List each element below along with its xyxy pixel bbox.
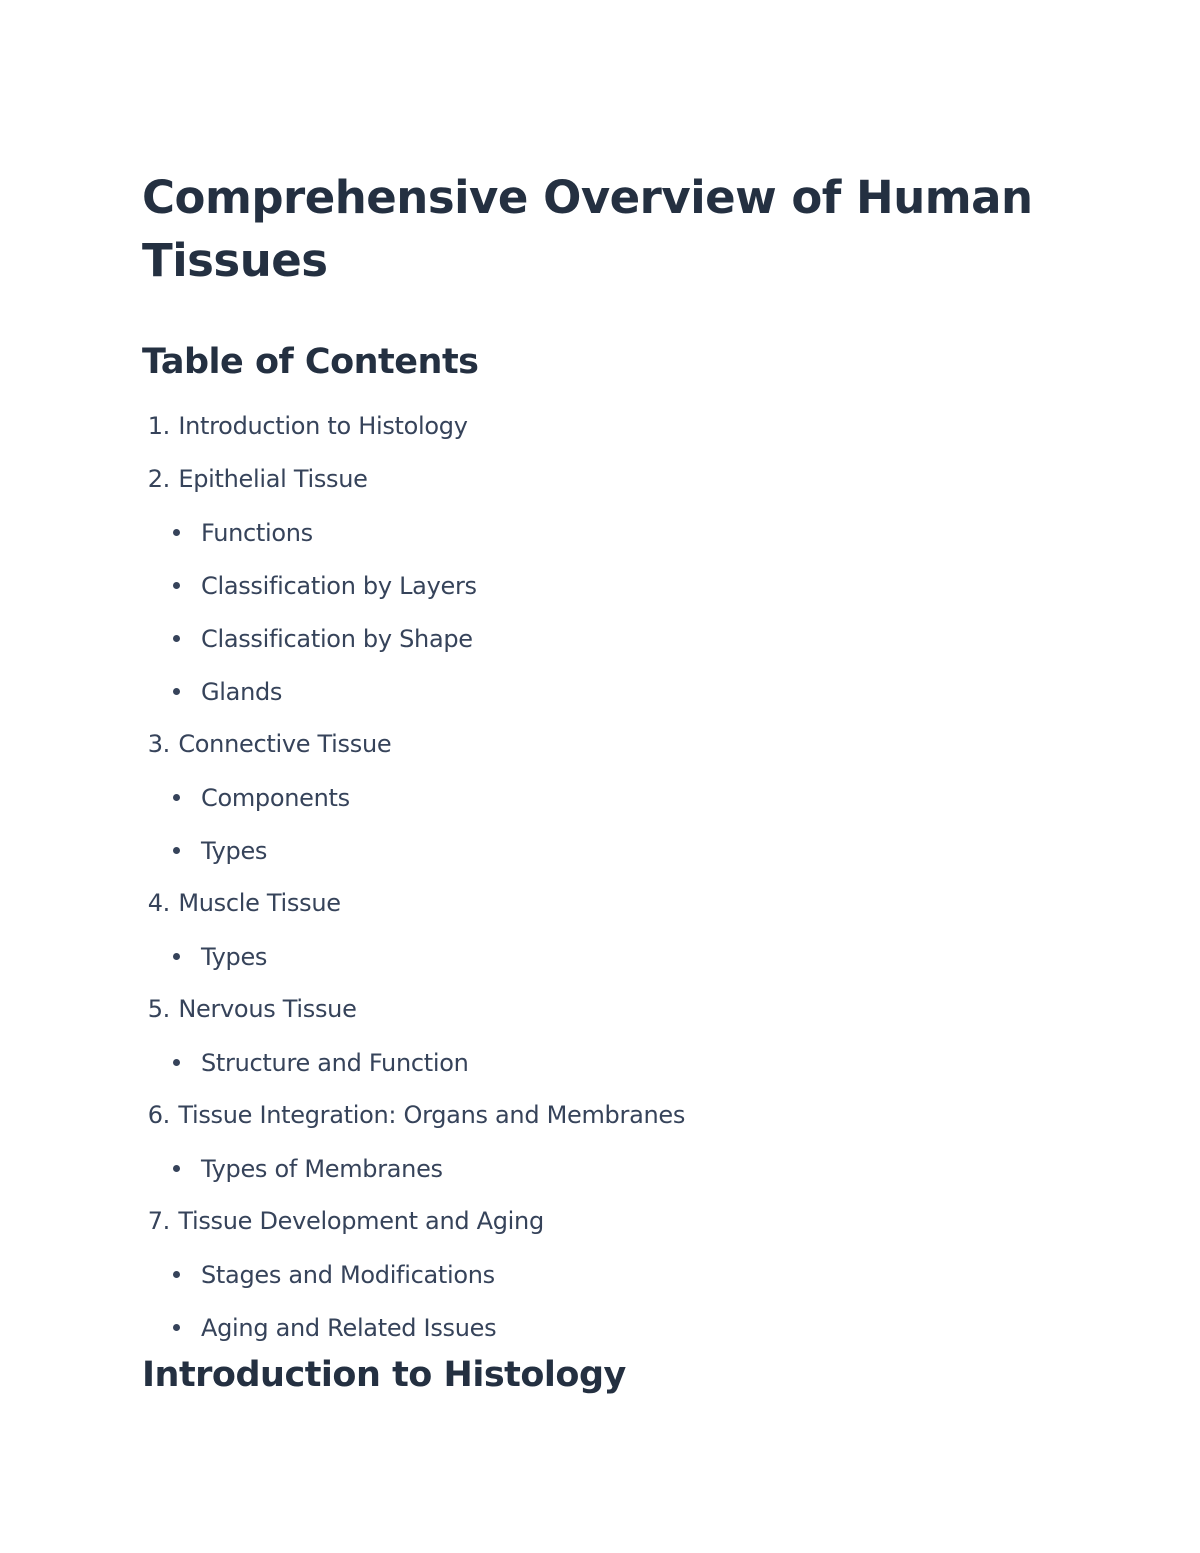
bullet-icon [173,582,180,589]
toc-entry-number: 5. [147,995,170,1023]
toc-subitem-link[interactable]: Structure and Function [201,1048,469,1077]
toc-subitem [142,1301,1062,1354]
toc-sublist [142,930,1062,983]
toc-subitem-link[interactable]: Glands [201,677,283,706]
bullet-icon [173,1324,180,1331]
bullet-icon [173,1165,180,1172]
toc-subitem-link[interactable]: Types of Membranes [201,1154,443,1183]
toc-entry-number: 1. [147,412,170,440]
toc-subitem [142,824,1062,877]
toc-sublist [142,1036,1062,1089]
bullet-icon [173,794,180,801]
toc-entry-link[interactable]: Nervous Tissue [178,995,357,1023]
toc-item [142,889,1062,983]
toc-heading: Table of Contents [142,342,479,382]
table-of-contents [142,412,1062,1354]
toc-subitem-link[interactable]: Aging and Related Issues [201,1313,497,1342]
toc-sublist [142,1142,1062,1195]
toc-entry-link[interactable]: Introduction to Histology [178,412,468,440]
bullet-icon [173,953,180,960]
toc-entry-number: 3. [147,730,170,758]
toc-sublist [142,1248,1062,1354]
toc-sublist [142,771,1062,877]
toc-subitem [142,1248,1062,1301]
toc-subitem [142,506,1062,559]
toc-entry-link[interactable]: Muscle Tissue [178,889,341,917]
toc-subitem [142,1142,1062,1195]
toc-entry-row [142,412,1062,465]
toc-entry-link[interactable]: Connective Tissue [178,730,392,758]
toc-item [142,465,1062,718]
toc-item [142,730,1062,877]
toc-entry-number: 4. [147,889,170,917]
bullet-icon [173,847,180,854]
toc-subitem [142,771,1062,824]
toc-entry-link[interactable]: Epithelial Tissue [178,465,368,493]
toc-subitem [142,665,1062,718]
toc-subitem-link[interactable]: Stages and Modifications [201,1260,495,1289]
toc-entry-number: 6. [147,1101,170,1129]
toc-entry-link[interactable]: Tissue Development and Aging [178,1207,544,1235]
toc-entry-link[interactable]: Tissue Integration: Organs and Membranes [178,1101,686,1129]
toc-subitem-link[interactable]: Classification by Layers [201,571,477,600]
bullet-icon [173,529,180,536]
toc-subitem-link[interactable]: Types [201,942,268,971]
toc-subitem-link[interactable]: Classification by Shape [201,624,473,653]
bullet-icon [173,688,180,695]
bullet-icon [173,635,180,642]
toc-item [142,1207,1062,1354]
toc-subitem [142,930,1062,983]
document-page [142,166,1062,1366]
toc-subitem-link[interactable]: Types [201,836,268,865]
document-title: Comprehensive Overview of Human Tissues [142,171,1033,287]
section-heading-introduction: Introduction to Histology [142,1355,626,1395]
toc-subitem [142,1036,1062,1089]
toc-item [142,995,1062,1089]
toc-subitem-link[interactable]: Functions [201,518,313,547]
toc-subitem [142,559,1062,612]
toc-subitem-link[interactable]: Components [201,783,350,812]
toc-item [142,412,1062,465]
toc-subitem [142,612,1062,665]
bullet-icon [173,1271,180,1278]
toc-entry-number: 7. [147,1207,170,1235]
bullet-icon [173,1059,180,1066]
toc-sublist [142,506,1062,718]
toc-item [142,1101,1062,1195]
toc-entry-number: 2. [147,465,170,493]
